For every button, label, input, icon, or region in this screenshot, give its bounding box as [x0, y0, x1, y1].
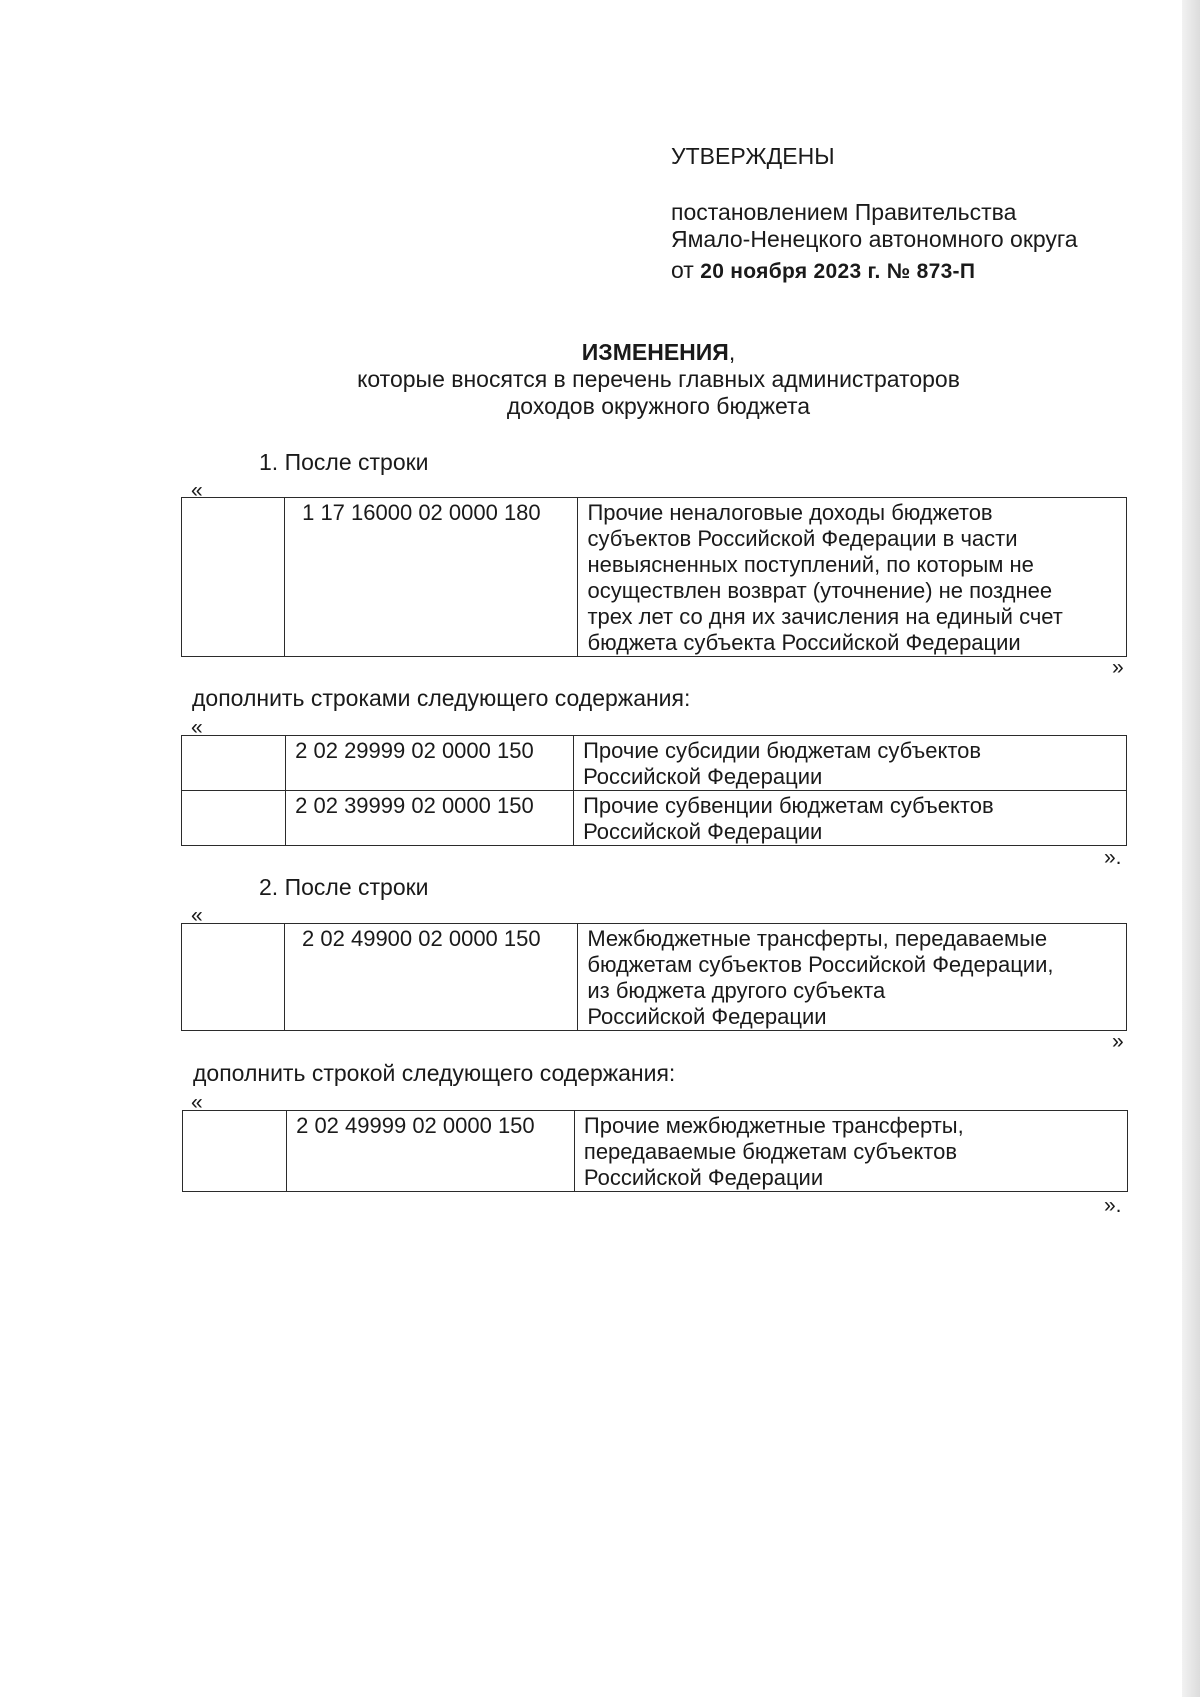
table-cell-empty [182, 924, 285, 1031]
section2-supplement-text: дополнить строкой следующего содержания: [193, 1060, 676, 1086]
table-cell-description [574, 1111, 1127, 1192]
table-row [182, 498, 1127, 657]
description-line: Российской Федерации [583, 764, 823, 789]
description-line: Российской Федерации [583, 819, 823, 844]
date-prefix: от [671, 257, 694, 283]
table-cell-code: 2 02 49900 02 0000 150 [285, 924, 578, 1031]
section1-supplement-text: дополнить строками следующего содержания: [192, 685, 691, 711]
document-subtitle-line2: доходов окружного бюджета [506, 393, 811, 419]
description-line: Прочие субвенции бюджетам субъектов [583, 793, 994, 818]
section2-open-quote: « [191, 904, 203, 927]
approved-label: УТВЕРЖДЕНЫ [671, 143, 835, 169]
table-cell-empty [183, 1111, 287, 1192]
table-cell-empty [182, 498, 285, 657]
section2-new-row-open-quote: « [191, 1091, 203, 1114]
section1-new-rows-open-quote: « [191, 716, 203, 739]
table-cell-code: 1 17 16000 02 0000 180 [285, 498, 578, 657]
section2-existing-row-table [181, 923, 1127, 1031]
section1-open-quote: « [191, 479, 203, 502]
description-line: осуществлен возврат (уточнение) не позднее [587, 578, 1053, 603]
description-line: трех лет со дня их зачисления на единый счет [587, 604, 1063, 629]
table-cell-code: 2 02 49999 02 0000 150 [287, 1111, 575, 1192]
document-subtitle-line1: которые вносятся в перечень главных администраторов [357, 366, 960, 392]
document-title-main: ИЗМЕНЕНИЯ [581, 339, 729, 365]
table-cell-empty [182, 736, 286, 791]
description-line: передаваемые бюджетам субъектов [583, 1139, 958, 1164]
resolution-date-line [671, 256, 975, 286]
table-cell-description [578, 498, 1127, 657]
section2-heading: 2. После строки [259, 874, 429, 900]
resolution-line: постановлением Правительства [671, 199, 1017, 225]
description-line: Межбюджетные трансферты, передаваемые [587, 926, 1048, 951]
table-row [183, 1111, 1128, 1192]
section1-new-rows-table [181, 735, 1127, 846]
description-line: Прочие межбюджетные трансферты, [583, 1113, 964, 1138]
table-cell-empty [182, 791, 286, 846]
description-line: Российской Федерации [583, 1165, 824, 1190]
description-line: невыясненных поступлений, по которым не [587, 552, 1034, 577]
section1-heading: 1. После строки [259, 449, 429, 475]
page-edge-shadow [1182, 0, 1200, 1697]
description-line: из бюджета другого субъекта [587, 978, 886, 1003]
table-cell-description [574, 736, 1127, 791]
section2-close-quote: » [1112, 1030, 1124, 1053]
document-title-comma: , [728, 339, 736, 365]
table-row [182, 736, 1127, 791]
section1-close-quote: » [1112, 656, 1124, 679]
description-line: бюджетам субъектов Российской Федерации, [587, 952, 1054, 977]
description-line: Прочие неналоговые доходы бюджетов [587, 500, 993, 525]
description-line: Российской Федерации [587, 1004, 827, 1029]
table-cell-code: 2 02 29999 02 0000 150 [286, 736, 574, 791]
table-row [182, 791, 1127, 846]
section1-existing-row-table [181, 497, 1127, 657]
document-title [0, 338, 1200, 366]
description-line: Прочие субсидии бюджетам субъектов [583, 738, 982, 763]
section2-close-quote-dot: ». [1104, 1194, 1122, 1217]
section1-close-quote-dot: ». [1104, 846, 1122, 869]
government-name-line: Ямало-Ненецкого автономного округа [671, 226, 1078, 252]
table-row [182, 924, 1127, 1031]
table-cell-description [578, 924, 1127, 1031]
description-line: субъектов Российской Федерации в части [587, 526, 1018, 551]
section2-new-row-table [182, 1110, 1128, 1192]
resolution-date-number: 20 ноября 2023 г. № 873-П [700, 260, 976, 283]
description-line: бюджета субъекта Российской Федерации [587, 630, 1021, 655]
table-cell-code: 2 02 39999 02 0000 150 [286, 791, 574, 846]
table-cell-description [574, 791, 1127, 846]
